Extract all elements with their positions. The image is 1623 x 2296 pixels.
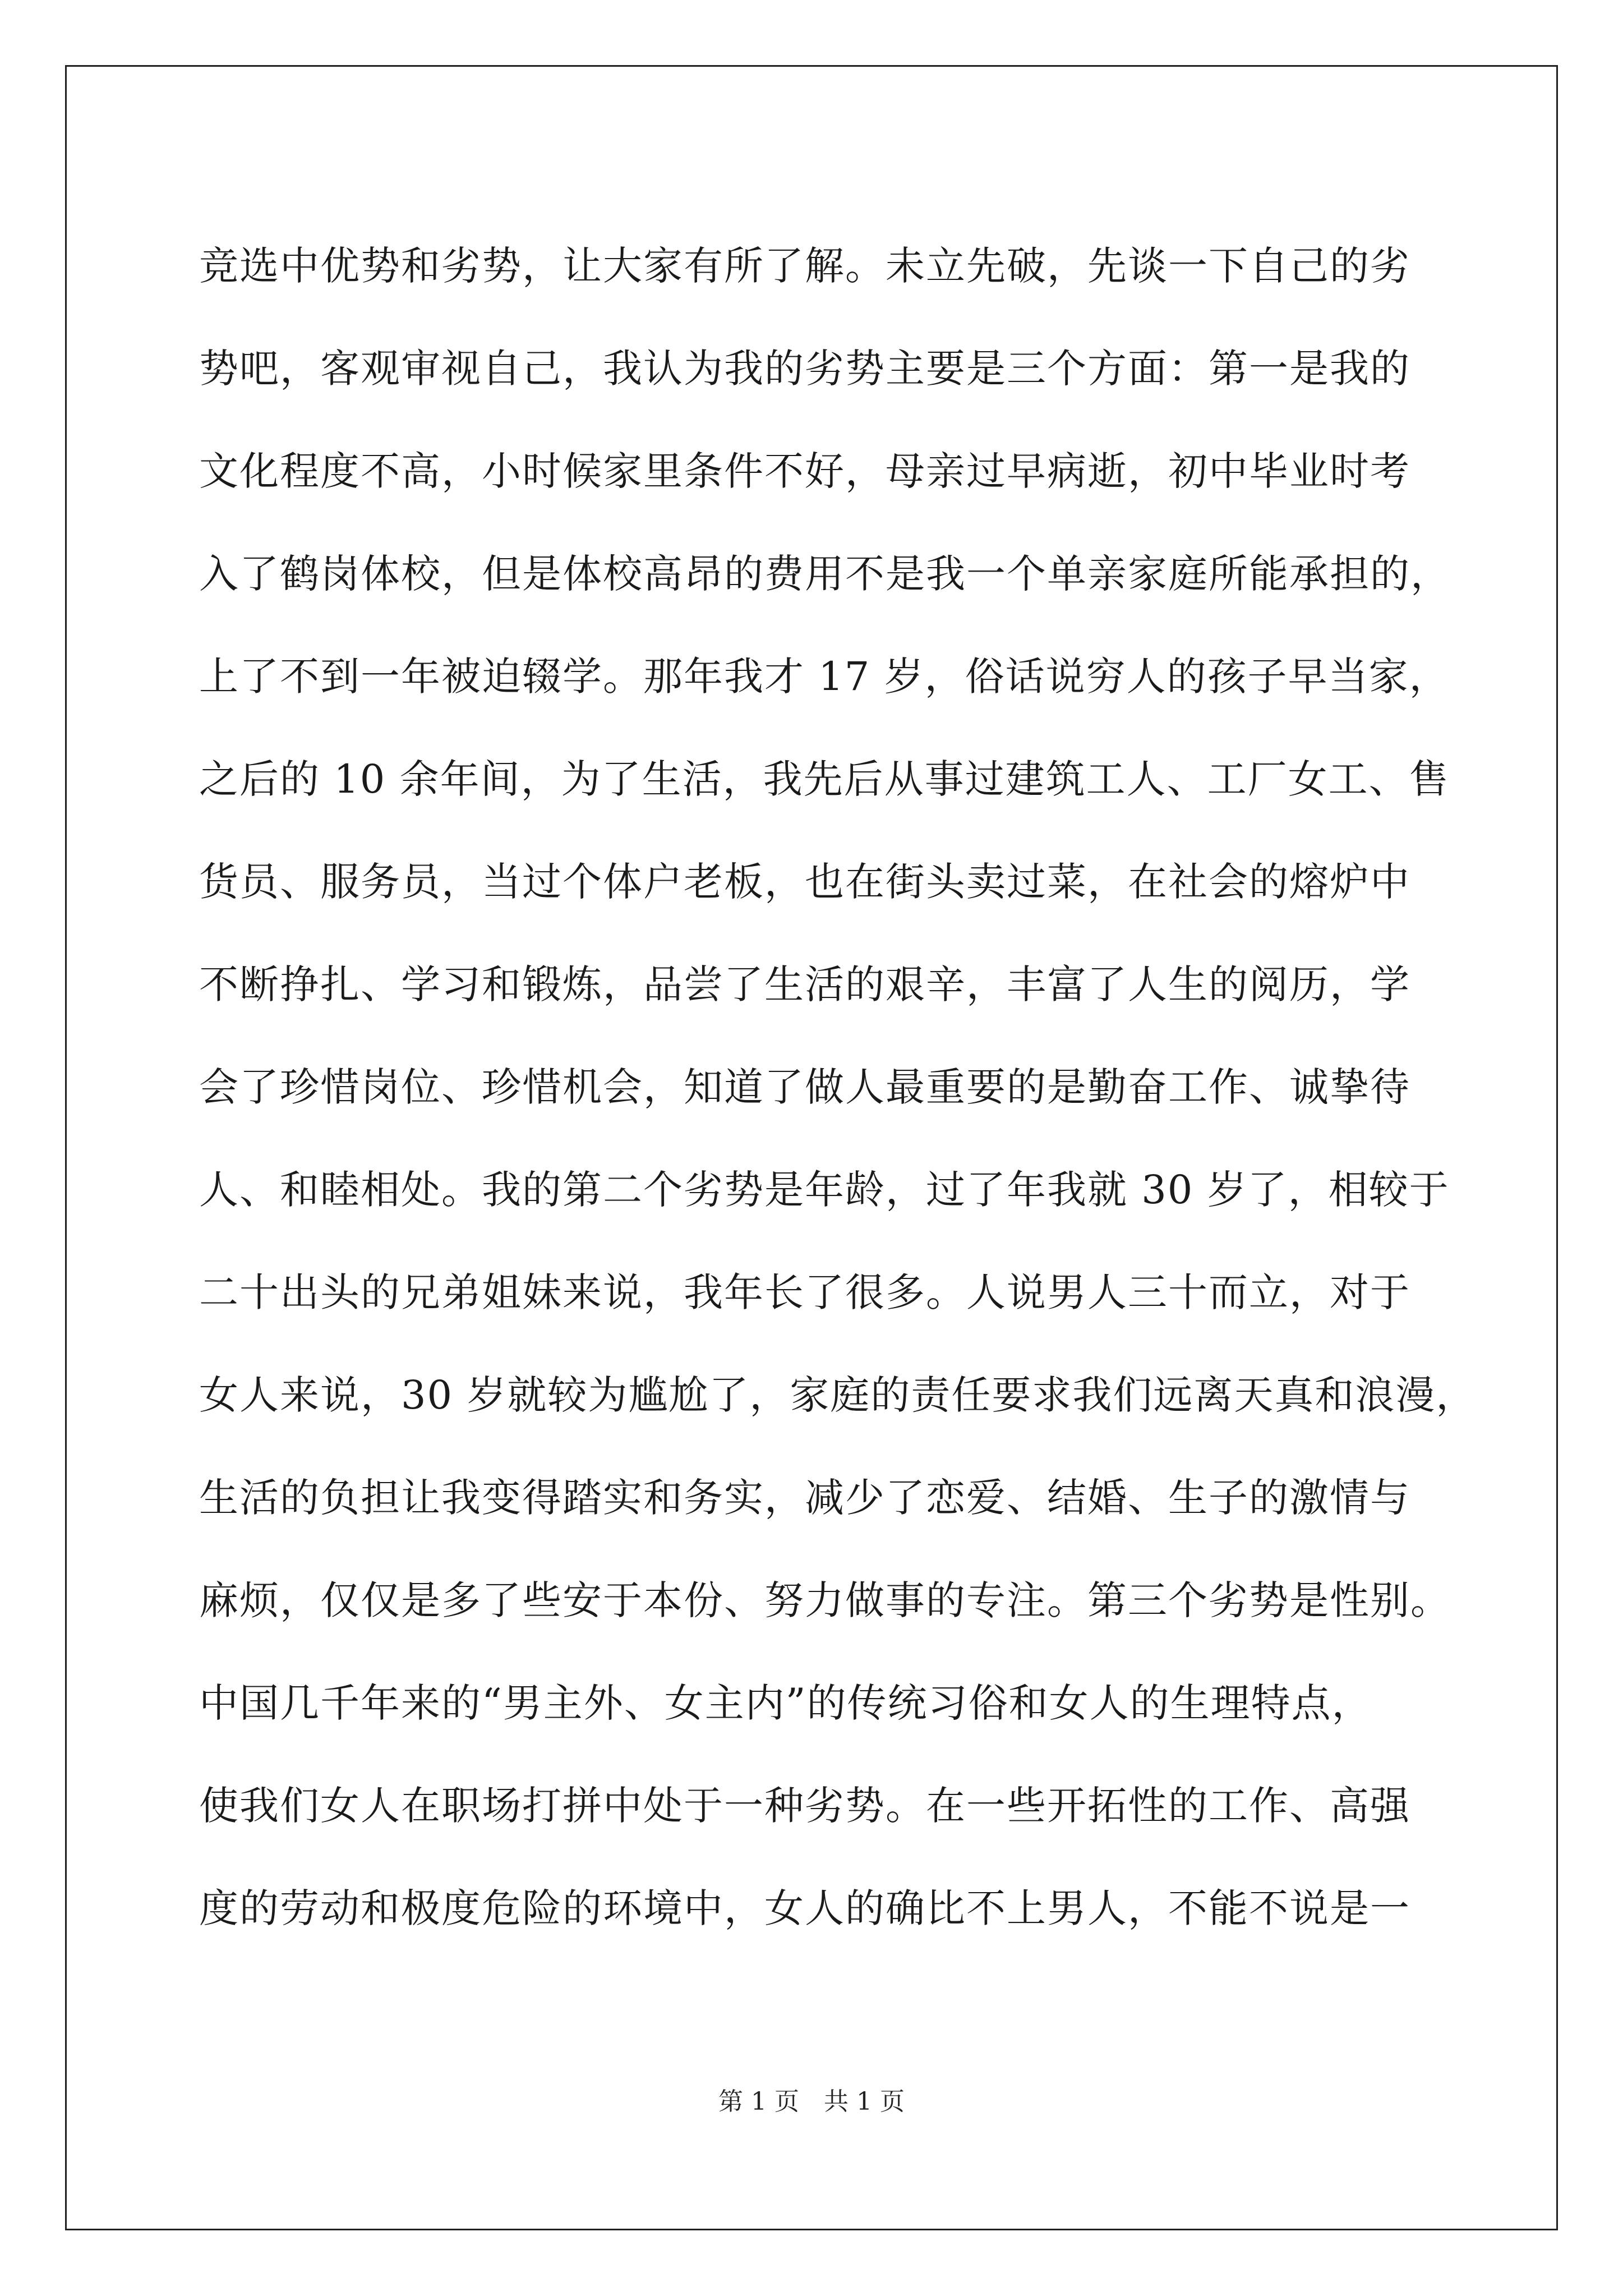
text-line: 之后的 10 余年间，为了生活，我先后从事过建筑工人、工厂女工、售 bbox=[199, 756, 1450, 802]
page-footer: 第 1 页 共 1 页 bbox=[718, 2087, 905, 2116]
text-line: 入了鹤岗体校，但是体校高昂的费用不是我一个单亲家庭所能承担的， bbox=[199, 551, 1451, 597]
text-line: 使我们女人在职场打拼中处于一种劣势。在一些开拓性的工作、高强 bbox=[199, 1783, 1410, 1829]
text-line: 二十出头的兄弟姐妹来说，我年长了很多。人说男人三十而立，对于 bbox=[199, 1269, 1410, 1315]
text-line: 麻烦，仅仅是多了些安于本份、努力做事的专注。第三个劣势是性别。 bbox=[199, 1577, 1451, 1623]
text-line: 度的劳动和极度危险的环境中，女人的确比不上男人，不能不说是一 bbox=[199, 1885, 1410, 1931]
text-line: 人、和睦相处。我的第二个劣势是年龄，过了年我就 30 岁了，相较于 bbox=[199, 1167, 1450, 1213]
text-line: 上了不到一年被迫辍学。那年我才 17 岁，俗话说穷人的孩子早当家， bbox=[199, 654, 1450, 700]
text-line: 文化程度不高，小时候家里条件不好，母亲过早病逝，初中毕业时考 bbox=[199, 448, 1410, 494]
text-line: 会了珍惜岗位、珍惜机会，知道了做人最重要的是勤奋工作、诚挚待 bbox=[199, 1064, 1410, 1110]
text-line: 中国几千年来的“男主外、女主内”的传统习俗和女人的生理特点， bbox=[199, 1680, 1372, 1726]
document-body bbox=[199, 215, 1477, 1960]
text-line: 不断挣扎、学习和锻炼，品尝了生活的艰辛，丰富了人生的阅历，学 bbox=[199, 961, 1410, 1007]
text-line: 竞选中优势和劣势，让大家有所了解。未立先破，先谈一下自己的劣 bbox=[199, 243, 1410, 289]
text-line: 女人来说，30 岁就较为尴尬了，家庭的责任要求我们远离天真和浪漫， bbox=[199, 1372, 1477, 1418]
text-line: 货员、服务员，当过个体户老板，也在街头卖过菜，在社会的熔炉中 bbox=[199, 859, 1410, 905]
text-line: 生活的负担让我变得踏实和务实，减少了恋爱、结婚、生子的激情与 bbox=[199, 1475, 1410, 1521]
text-line: 势吧，客观审视自己，我认为我的劣势主要是三个方面：第一是我的 bbox=[199, 346, 1410, 392]
